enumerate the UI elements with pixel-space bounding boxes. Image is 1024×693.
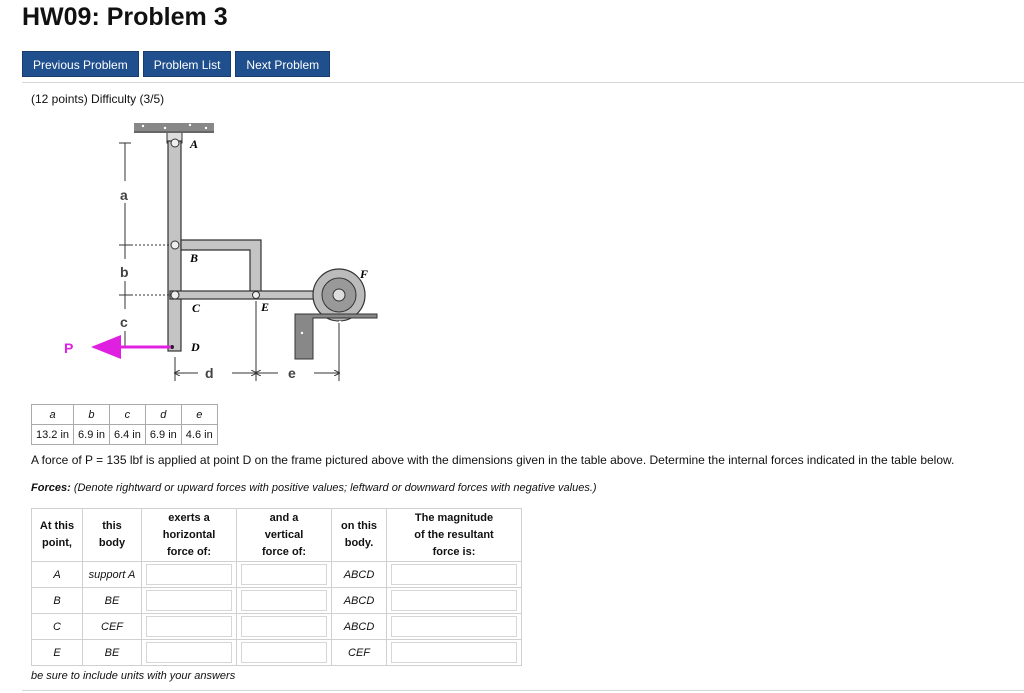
cell-horizontal <box>142 588 237 614</box>
pulley-f <box>313 269 365 321</box>
cell-horizontal <box>142 562 237 588</box>
dimensions-value-row <box>32 425 218 445</box>
frame-figure <box>30 119 389 384</box>
difficulty-label: (12 points) Difficulty (3/5) <box>31 92 165 106</box>
cell-horizontal <box>142 614 237 640</box>
cell-horizontal <box>142 640 237 666</box>
header-vertical: and a vertical force of: <box>237 509 332 562</box>
answer-table <box>31 508 522 666</box>
cell-magnitude <box>387 640 522 666</box>
dim-label-a: a <box>120 187 128 203</box>
dim-label-d: d <box>205 365 214 381</box>
problem-statement: A force of P = 135 lbf is applied at point D on the frame pictured above with the dimensions given in the table above. Determine the internal forces indicated in the table below. <box>31 453 955 467</box>
vertical-force-input[interactable] <box>241 642 327 663</box>
magnitude-input[interactable] <box>391 642 517 663</box>
page-title: HW09: Problem 3 <box>22 3 228 31</box>
header-horizontal: exerts a horizontal force of: <box>142 509 237 562</box>
cell-point: C <box>32 614 83 640</box>
magnitude-input[interactable] <box>391 590 517 611</box>
dim-value: 6.9 in <box>145 425 181 445</box>
forces-instructions: (Denote rightward or upward forces with positive values; leftward or downward forces with negative values.) <box>73 482 597 494</box>
header-magnitude: The magnitude of the resultant force is: <box>387 509 522 562</box>
horizontal-force-input[interactable] <box>146 590 232 611</box>
horizontal-force-input[interactable] <box>146 616 232 637</box>
cell-on-body: CEF <box>332 640 387 666</box>
pin-b <box>171 241 179 249</box>
label-point-f: F <box>360 267 369 281</box>
dim-header: e <box>181 405 217 425</box>
pin-c <box>171 291 179 299</box>
label-point-e: E <box>261 300 270 314</box>
dim-value: 4.6 in <box>181 425 217 445</box>
dimensions-table <box>31 404 218 445</box>
force-p-label: P <box>64 340 74 356</box>
divider <box>22 690 1024 691</box>
cell-point: B <box>32 588 83 614</box>
label-point-c: C <box>192 301 201 315</box>
dim-header: d <box>145 405 181 425</box>
cell-vertical <box>237 588 332 614</box>
header-on-body: on this body. <box>332 509 387 562</box>
magnitude-input[interactable] <box>391 564 517 585</box>
header-point: At this point, <box>32 509 83 562</box>
cell-point: E <box>32 640 83 666</box>
next-problem-button[interactable]: Next Problem <box>235 51 330 77</box>
header-body: this body <box>83 509 142 562</box>
dim-value: 6.4 in <box>109 425 145 445</box>
cell-point: A <box>32 562 83 588</box>
label-point-b: B <box>190 251 199 265</box>
vertical-force-input[interactable] <box>241 616 327 637</box>
label-point-a: A <box>190 137 199 151</box>
cell-body: CEF <box>83 614 142 640</box>
dim-value: 6.9 in <box>74 425 110 445</box>
label-point-d: D <box>191 340 200 354</box>
divider <box>22 82 1024 83</box>
problem-list-button[interactable]: Problem List <box>143 51 232 77</box>
problem-nav <box>22 51 330 77</box>
dim-label-c: c <box>120 314 128 330</box>
cell-magnitude <box>387 614 522 640</box>
forces-note <box>31 482 597 494</box>
answer-header-row <box>32 509 522 562</box>
dim-header: c <box>109 405 145 425</box>
member-be <box>181 240 261 295</box>
dim-header: a <box>32 405 74 425</box>
vertical-force-input[interactable] <box>241 564 327 585</box>
magnitude-input[interactable] <box>391 616 517 637</box>
cell-magnitude <box>387 562 522 588</box>
dim-label-b: b <box>120 264 129 280</box>
dim-label-e: e <box>288 365 296 381</box>
cell-body: BE <box>83 640 142 666</box>
horizontal-force-input[interactable] <box>146 642 232 663</box>
cell-body: support A <box>83 562 142 588</box>
units-note: be sure to include units with your answers <box>31 670 236 682</box>
previous-problem-button[interactable]: Previous Problem <box>22 51 139 77</box>
table-row <box>32 562 522 588</box>
dim-header: b <box>74 405 110 425</box>
vertical-force-input[interactable] <box>241 590 327 611</box>
cell-vertical <box>237 640 332 666</box>
cell-vertical <box>237 614 332 640</box>
cell-on-body: ABCD <box>332 562 387 588</box>
horizontal-force-input[interactable] <box>146 564 232 585</box>
table-row <box>32 614 522 640</box>
cell-vertical <box>237 562 332 588</box>
cell-on-body: ABCD <box>332 588 387 614</box>
cell-body: BE <box>83 588 142 614</box>
dimensions-header-row <box>32 405 218 425</box>
table-row <box>32 588 522 614</box>
pin-e <box>253 292 260 299</box>
cell-magnitude <box>387 588 522 614</box>
pin-a <box>171 139 179 147</box>
dim-value: 13.2 in <box>32 425 74 445</box>
forces-label: Forces: <box>31 482 71 494</box>
cell-on-body: ABCD <box>332 614 387 640</box>
table-row <box>32 640 522 666</box>
ceiling-support <box>134 123 214 132</box>
